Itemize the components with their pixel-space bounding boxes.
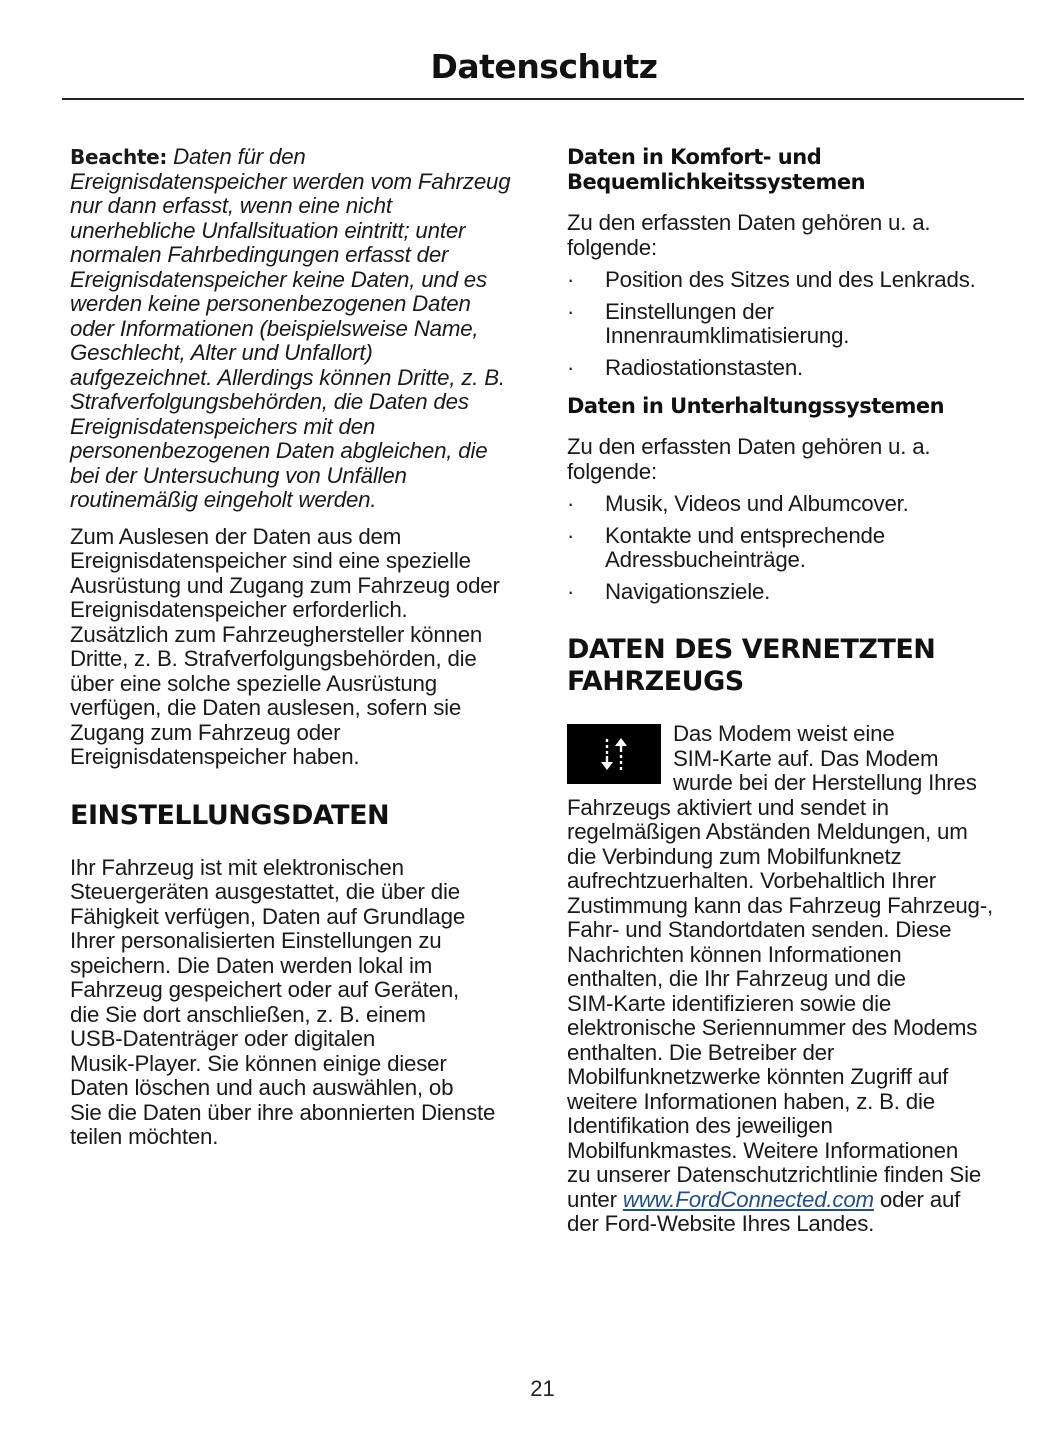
list-item: · Radiostationstasten. — [567, 354, 804, 380]
page-title: Datenschutz — [430, 47, 658, 86]
bullet-icon: · — [567, 491, 575, 516]
bullet-icon: · — [567, 298, 575, 324]
list-item: · Kontakte und entsprechende Adressbucheinträge. — [567, 522, 885, 572]
list-item: · Position des Sitzes und des Lenkrads. — [567, 267, 976, 292]
left-column — [70, 145, 540, 1162]
note-label: Beachte: — [70, 145, 168, 169]
bullet-icon: · — [567, 522, 575, 548]
bullet-icon: · — [567, 354, 575, 380]
connected-vehicle-heading: DATEN DES VERNETZTEN FAHRZEUGS — [567, 634, 936, 697]
comfort-intro: Zu den erfassten Daten gehören u. a. folgende: — [567, 210, 931, 260]
connected-vehicle-section — [567, 634, 1027, 1237]
entertainment-intro: Zu den erfassten Daten gehören u. a. folgende: — [567, 434, 931, 484]
ford-connected-link[interactable]: www.FordConnected.com — [622, 1186, 874, 1212]
page-number: 21 — [530, 1376, 555, 1401]
comfort-heading: Daten in Komfort- und Bequemlichkeitssystemen — [567, 145, 866, 194]
comfort-section — [567, 145, 1027, 380]
settings-paragraph: Ihr Fahrzeug ist mit elektronischen Steuergeräten ausgestattet, die über die Fähigkeit verfügen, Daten auf Grundlage Ihrer personalisierten Einstellungen zu speichern. Die Daten werden lokal im Fahrzeug gespeichert oder auf Geräten, die Sie dort anschließen, z. B. einem USB-Datenträger oder digitalen Musik-Player. Sie können einige dieser Daten löschen und auch auswählen, ob Sie die Daten über ihre abonnierten Dienste teilen möchten. — [70, 854, 496, 1149]
list-item: · Einstellungen der Innenraumklimatisierung. — [567, 298, 850, 348]
list-item: · Navigationsziele. — [567, 578, 771, 604]
entertainment-section — [567, 394, 1027, 604]
list-item: · Musik, Videos und Albumcover. — [567, 491, 909, 516]
connected-vehicle-paragraph: Das Modem weist eine SIM-Karte auf. Das Modem wurde bei der Herstellung Ihres Fahrzeugs aktiviert und sendet in regelmäßigen Abständen Meldungen, um die Verbindung zum Mobilfunknetz aufrechtzuerhalten. Vorbehaltlich Ihrer Zustimmung kann das Fahrzeug Fahrzeug-, Fahr- und Standortdaten senden. Diese Nachrichten können Informationen enthalten, die Ihr Fahrzeug und die SIM-Karte identifizieren sowie die elektronische Seriennummer des Modems enthalten. Die Betreiber der Mobilfunknetzwerke könnten Zugriff auf weitere Informationen haben, z. B. die Identifikation des jeweiligen Mobilfunkmastes. Weitere Informationen zu unserer Datenschutzrichtlinie finden Sie unter www.FordConnected.com oder auf der Ford-Website Ihres Landes. — [567, 721, 993, 1236]
settings-heading: EINSTELLUNGSDATEN — [70, 799, 390, 831]
right-column — [567, 145, 1027, 1237]
entertainment-heading: Daten in Unterhaltungssystemen — [567, 394, 945, 418]
title-divider — [62, 98, 1024, 100]
bullet-icon: · — [567, 267, 575, 292]
bullet-icon: · — [567, 578, 575, 604]
note-paragraph: Beachte: Daten für den Ereignisdatenspeicher werden vom Fahrzeug nur dann erfasst, wenn eine nicht unerhebliche Unfallsituation eintritt; unter normalen Fahrbedingungen erfasst der Ereignisdatenspeicher keine Daten, und es werden keine personenbezogenen Daten oder Informationen (beispielsweise Name, Geschlecht, Alter und Unfallort) aufgezeichnet. Allerdings können Dritte, z. B. Strafverfolgungsbehörden, die Daten des Ereignisdatenspeichers mit den personenbezogenen Daten abgleichen, die bei der Untersuchung von Unfällen routinemäßig eingeholt werden. — [70, 144, 511, 512]
readout-paragraph: Zum Auslesen der Daten aus dem Ereignisdatenspeicher sind eine spezielle Ausrüstung und Zugang zum Fahrzeug oder Ereignisdatenspeicher erforderlich. Zusätzlich zum Fahrzeughersteller können Dritte, z. B. Strafverfolgungsbehörden, die über eine solche spezielle Ausrüstung verfügen, die Daten auslesen, sofern sie Zugang zum Fahrzeug oder Ereignisdatenspeicher haben. — [70, 523, 500, 769]
modem-data-transfer-arrows-icon — [567, 724, 661, 784]
